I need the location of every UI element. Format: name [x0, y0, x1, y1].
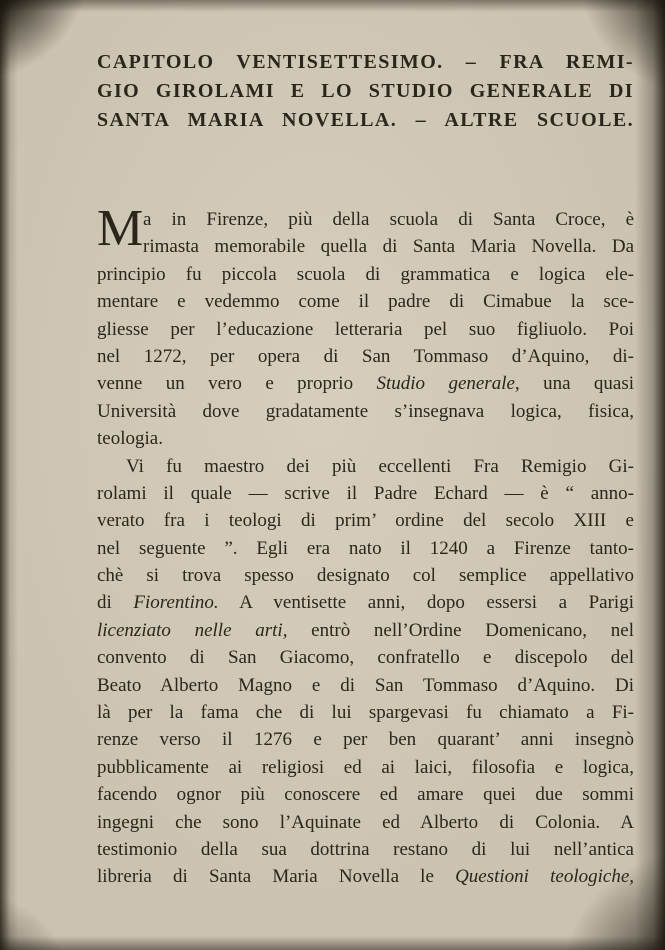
italic-text-segment: Questioni teologiche, [455, 866, 634, 888]
text-line [97, 754, 634, 781]
text-line [97, 589, 634, 616]
text-segment: principio fu piccola scuola di grammatica e logica ele- [97, 263, 634, 285]
text-segment: chè si trova spesso designato col semplice appellativo [97, 565, 634, 587]
text-segment: nel 1272, per opera di San Tommaso d’Aquino, di- [97, 345, 634, 367]
text-line [97, 781, 634, 808]
italic-text-segment: licenziato nelle arti, [97, 619, 288, 641]
text-line [97, 453, 634, 480]
text-segment: libreria di Santa Maria Novella le [97, 866, 456, 888]
text-segment: una quasi [519, 373, 634, 395]
text-line [97, 206, 634, 233]
italic-text-segment: Studio generale, [376, 373, 520, 395]
text-line [97, 288, 634, 315]
text-segment: ingegni che sono l’Aquinate ed Alberto di Colonia. A [97, 811, 634, 833]
heading-line: GIO GIROLAMI E LO STUDIO GENERALE DI [97, 80, 634, 102]
text-segment: là per la fama che di lui spargevasi fu chiamato a Fi- [97, 702, 634, 724]
text-line [97, 370, 634, 397]
text-line [97, 425, 634, 452]
paragraph [97, 453, 634, 891]
heading-line: SANTA MARIA NOVELLA. – ALTRE SCUOLE. [97, 109, 634, 131]
text-line [97, 316, 634, 343]
text-line [97, 233, 634, 260]
text-line [97, 398, 634, 425]
text-line [97, 261, 634, 288]
text-segment: nel seguente ”. Egli era nato il 1240 a Firenze tanto- [97, 537, 634, 559]
text-segment: a in Firenze, più della scuola di Santa Croce, è [143, 209, 634, 230]
text-line [97, 480, 634, 507]
chapter-heading [97, 48, 634, 135]
text-segment: renze verso il 1276 e per ben quarant’ anni insegnò [97, 729, 634, 751]
text-line [97, 809, 634, 836]
text-segment: pubblicamente ai religiosi ed ai laici, filosofia e logica, [97, 756, 634, 778]
text-segment: teologia. [97, 428, 163, 450]
text-segment: venne un vero e proprio [97, 373, 377, 395]
text-segment: Università dove gradatamente s’insegnava logica, fisica, [97, 400, 634, 422]
text-line [97, 535, 634, 562]
text-segment: entrò nell’Ordine Domenicano, nel [287, 619, 634, 641]
text-segment: verato fra i teologi di prim’ ordine del secolo XIII e [97, 510, 634, 532]
text-segment: facendo ognor più conoscere ed amare quei due sommi [97, 784, 634, 806]
text-line [97, 617, 634, 644]
text-line [97, 863, 634, 890]
text-segment: di [97, 592, 134, 614]
text-line [97, 562, 634, 589]
text-line [97, 343, 634, 370]
heading-line: CAPITOLO VENTISETTESIMO. – FRA REMI- [97, 51, 634, 73]
text-segment: rolami il quale — scrive il Padre Echard — è “ anno- [97, 482, 634, 504]
italic-text-segment: Fiorentino. [133, 592, 219, 614]
text-line [97, 699, 634, 726]
text-segment: testimonio della sua dottrina restano di lui nell’antica [97, 838, 634, 860]
body-text [97, 200, 634, 891]
drop-cap: M [97, 200, 144, 257]
text-segment: convento di San Giacomo, confratello e discepolo del [97, 647, 634, 669]
text-segment: gliesse per l’educazione letteraria pel suo figliuolo. Poi [97, 318, 634, 340]
text-segment: mentare e vedemmo come il padre di Cimabue la sce- [97, 291, 634, 313]
paragraph [97, 200, 634, 453]
text-line [97, 644, 634, 671]
text-segment: A ventisette anni, dopo essersi a Parigi [218, 592, 634, 614]
text-segment: Beato Alberto Magno e di San Tommaso d’Aquino. Di [97, 674, 634, 696]
text-segment: rimasta memorabile quella di Santa Maria Novella. Da [143, 236, 634, 258]
text-line [97, 726, 634, 753]
text-line [97, 836, 634, 863]
text-line [97, 672, 634, 699]
text-line [97, 507, 634, 534]
text-segment: Vi fu maestro dei più eccellenti Fra Remigio Gi- [126, 455, 634, 477]
